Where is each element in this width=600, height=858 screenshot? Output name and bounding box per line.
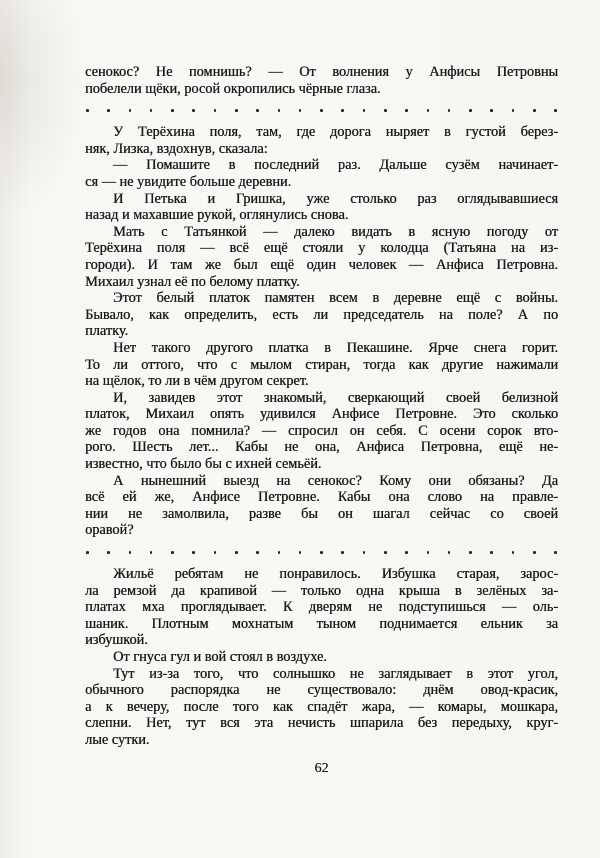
paragraph	[85, 390, 558, 473]
separator-dot	[278, 551, 281, 554]
separator-dot	[235, 551, 238, 554]
separator-dot	[341, 551, 344, 554]
separator-dot	[490, 551, 493, 554]
text-column	[85, 64, 558, 749]
separator-dot	[448, 109, 451, 112]
paragraph	[85, 191, 558, 224]
text-line: И, завидев этот знакомый, сверкающий своей белизной	[113, 389, 558, 406]
text-line: обычного распорядка не существовало: днём овод-красик,	[85, 682, 558, 699]
separator-dot	[129, 551, 132, 554]
text-line: У Терёхина поля, там, где дорога ныряет в густой берез-	[113, 124, 558, 141]
text-line: Бывало, как определить, есть ли председатель на поле? А по	[85, 306, 558, 323]
separator-dot	[427, 109, 430, 112]
text-line: — Помашите в последний раз. Дальше сузём начинает-	[113, 157, 558, 174]
paragraph	[85, 649, 558, 666]
text-line: И Петька и Гришка, уже столько раз оглядывавшиеся	[113, 190, 558, 207]
text-line: на щёлок, то ли в чём другом секрет.	[85, 373, 309, 390]
separator-dot	[469, 551, 472, 554]
separator-dot	[235, 109, 238, 112]
text-line: избушкой.	[85, 632, 148, 649]
text-line: лые сутки.	[85, 731, 150, 748]
separator-dot	[107, 551, 110, 554]
separator-dot	[512, 109, 515, 112]
text-line: городи). И там же был ещё один человек — Анфиса Петровна.	[85, 256, 558, 273]
separator-dot	[554, 109, 557, 112]
paragraph	[85, 290, 558, 340]
text-line: нии не замолвила, разве бы он шагал сейчас со своей	[85, 505, 558, 522]
text-line: оравой?	[85, 522, 134, 539]
separator-dot	[554, 551, 557, 554]
separator-dot	[405, 109, 408, 112]
separator-dot	[384, 109, 387, 112]
paragraph	[85, 566, 558, 649]
text-line: От гнуса гул и вой стоял в воздухе.	[113, 649, 327, 665]
separator-dot	[192, 109, 195, 112]
separator-dot	[469, 109, 472, 112]
text-line: няк, Лизка, вздохнув, сказала:	[85, 140, 268, 157]
separator-dot	[320, 551, 323, 554]
separator-dot	[512, 551, 515, 554]
text-line: Терёхина поля — всё ещё стояли у колодца (Татьяна на из-	[85, 240, 558, 257]
separator-dot	[427, 551, 430, 554]
separator-dot	[363, 551, 366, 554]
text-line: ла ремзой да крапивой — только одна крыша в зелёных за-	[85, 582, 558, 599]
separator-dot	[490, 109, 493, 112]
separator-dot	[150, 109, 153, 112]
separator-dot	[171, 551, 174, 554]
separator-dot	[299, 109, 302, 112]
separator-dot	[448, 551, 451, 554]
separator-dot	[256, 551, 259, 554]
separator-dot	[192, 551, 195, 554]
separator-dot	[171, 109, 174, 112]
separator-dot	[86, 109, 89, 112]
text-line: Нет такого другого платка в Пекашине. Ярче снега горит.	[113, 339, 558, 356]
text-line: же годов она помнила? — спросил он себя. С осени сорок вто-	[85, 422, 558, 439]
paragraph	[85, 224, 558, 290]
text-line: шаник. Плотным мохнатым тыном поднимается ельник за	[85, 615, 558, 632]
text-line: побелели щёки, росой окропились чёрные глаза.	[85, 80, 381, 97]
paragraph	[85, 64, 558, 97]
text-line: сенокос? Не помнишь? — От волнения у Анфисы Петровны	[85, 64, 558, 80]
separator-dot	[86, 551, 89, 554]
text-line: Мать с Татьянкой — далеко видать в ясную погоду от	[113, 223, 558, 240]
paragraph	[85, 473, 558, 539]
separator-dot	[341, 109, 344, 112]
separator-dot	[405, 551, 408, 554]
text-line: платку.	[85, 323, 129, 340]
separator-dot	[363, 109, 366, 112]
text-line: слепни. Нет, тут вся эта нечисть шпарила без передыху, круг-	[85, 715, 558, 732]
section-break-dots	[86, 544, 557, 561]
text-line: всё ей же, Анфисе Петровне. Кабы она слово на правле-	[85, 489, 558, 506]
paragraph	[85, 124, 558, 157]
separator-dot	[214, 551, 217, 554]
separator-dot	[214, 109, 217, 112]
separator-dot	[299, 551, 302, 554]
paragraph	[85, 340, 558, 390]
text-line: Михаил узнал её по белому платку.	[85, 273, 300, 290]
separator-dot	[533, 109, 536, 112]
separator-dot	[320, 109, 323, 112]
text-line: известно, что было бы с ихней семьёй.	[85, 456, 322, 473]
page-number: 62	[314, 761, 329, 776]
separator-dot	[384, 551, 387, 554]
separator-dot	[278, 109, 281, 112]
text-line: платах мха проглядывает. К дверям не подступишься — оль-	[85, 599, 558, 616]
paragraph	[85, 666, 558, 749]
paragraph	[85, 157, 558, 190]
text-line: ся — не увидите больше деревни.	[85, 173, 292, 190]
text-line: назад и махавшие рукой, оглянулись снова.	[85, 207, 349, 224]
text-line: платок, Михаил опять удивился Анфисе Петровне. Это сколько	[85, 406, 558, 423]
section-break-dots	[86, 102, 557, 119]
separator-dot	[129, 109, 132, 112]
text-line: А нынешний выезд на сенокос? Кому они обязаны? Да	[113, 472, 558, 489]
text-line: Этот белый платок памятен всем в деревне ещё с войны.	[113, 290, 558, 307]
text-line: Тут из-за того, что солнышко не заглядывает в этот угол,	[113, 665, 558, 682]
separator-dot	[533, 551, 536, 554]
separator-dot	[150, 551, 153, 554]
text-line: рого. Шесть лет... Кабы не она, Анфиса Петровна, ещё не-	[85, 439, 558, 456]
text-line: а к вечеру, после того как спадёт жара, — комары, мошкара,	[85, 698, 558, 715]
separator-dot	[256, 109, 259, 112]
text-line: Жильё ребятам не понравилось. Избушка старая, зарос-	[113, 566, 558, 583]
separator-dot	[107, 109, 110, 112]
text-line: То ли оттого, что с мылом стиран, тогда как другие нажимали	[85, 356, 558, 373]
